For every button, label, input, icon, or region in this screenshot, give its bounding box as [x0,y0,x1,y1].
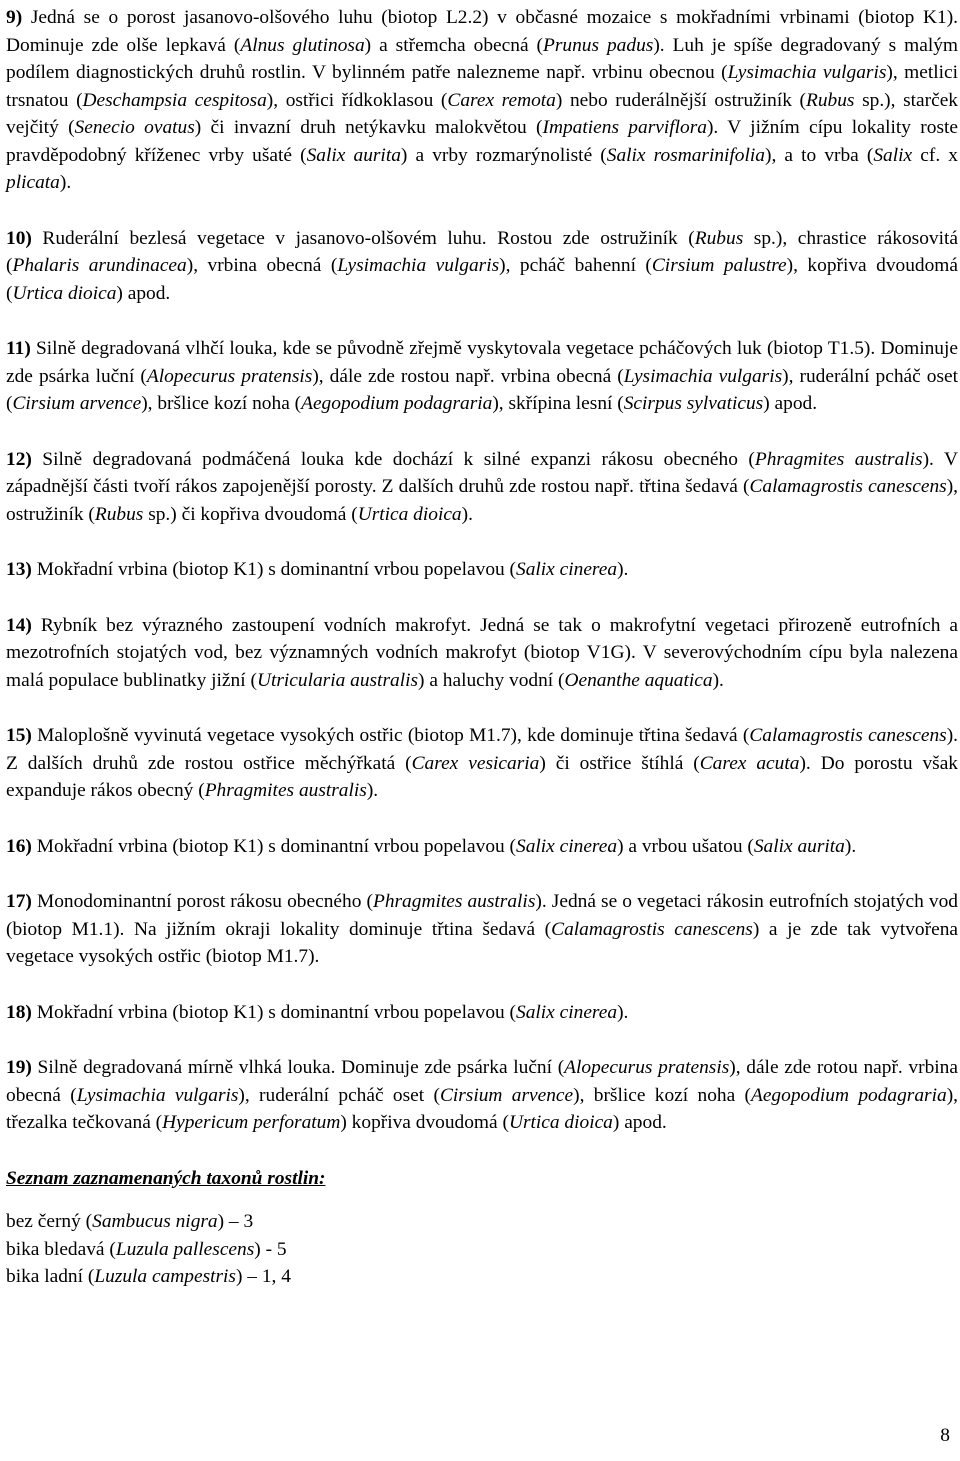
paragraph-text: Silně degradovaná mírně vlhká louka. Dominuje zde psárka luční ( [31,1057,565,1078]
paragraph-text: ). [617,559,629,580]
paragraph-text: ), skřípina lesní ( [492,393,624,414]
latin-name: Alopecurus pratensis [564,1057,730,1078]
latin-name: Utricularia australis [256,669,419,691]
habitat-paragraph [6,335,958,418]
paragraph-number: 9) [6,7,23,28]
paragraph-text: ), ruderální pcháč oset ( [238,1084,440,1106]
habitat-paragraph [6,556,958,584]
taxon-common-name: bika bledavá ( [6,1238,116,1260]
latin-name: Hypericum perforatum [162,1112,341,1133]
paragraph-text: ) a je zde tak vytvořena vegetace vysokých ostřic (biotop M1.7). [6,918,958,967]
latin-name: Salix [873,144,913,166]
habitat-paragraph [6,888,958,971]
latin-name: Aegopodium podagraria [750,1084,947,1106]
taxa-list-heading: Seznam zaznamenaných taxonů rostlin: [6,1167,326,1189]
paragraph-text: Jedná se o porost jasanovo-olšového luhu (biotop L2.2) v občasné mozaice s mokřadními vrbinami (biotop K1). Dominuje zde olše lepkavá ( [6,7,958,56]
paragraph-number: 16) [6,835,32,857]
latin-name: Phalaris arundinacea [12,255,187,276]
paragraph-text: ) nebo ruderálnější ostružiník ( [555,89,806,111]
page-number: 8 [940,1425,950,1446]
taxon-sites: ) – 1, 4 [235,1266,291,1287]
paragraph-text: ), ostružiník ( [6,476,958,525]
paragraph-text: ) či invazní druh netýkavku malokvětou ( [194,117,543,138]
latin-name: Phragmites australis [372,891,536,912]
habitat-paragraph [6,225,958,308]
latin-name: Lysimachia vulgaris [337,255,500,276]
taxon-latin-name: Luzula pallescens [115,1238,255,1260]
paragraph-gap [6,528,958,556]
latin-name: plicata [6,172,60,193]
paragraph-text: ) apod. [116,282,171,304]
paragraph-text: ). Luh je spíše degradovaný s malým podílem diagnostických druhů rostlin. V bylinném patře nalezneme např. vrbinu obecnou ( [6,34,959,83]
paragraph-text: ). [461,503,473,525]
paragraph-text: ) a střemcha obecná ( [364,34,543,56]
paragraph-text: Monodominantní porost rákosu obecného ( [31,891,373,912]
latin-name: Calamagrostis canescens [749,725,947,746]
taxon-entry [6,1263,958,1291]
habitat-paragraph [6,833,958,861]
paragraph-number: 13) [6,559,32,580]
paragraph-text: ), dále zde rostou např. vrbina obecná ( [312,365,624,387]
paragraph-text: ). V západnější části tvoří rákos zapojenější porosty. Z dalších druhů zde rostou např. třtina šedavá ( [6,448,958,497]
paragraph-text: ), metlici trsnatou ( [6,62,958,111]
latin-name: Rubus [94,503,144,525]
latin-name: Rubus [694,227,744,249]
latin-name: Carex remota [447,89,556,111]
taxa-list [6,1208,958,1291]
document-page [6,4,958,1291]
taxon-entry [6,1236,958,1264]
paragraph-text: Rybník bez výrazného zastoupení vodních makrofyt. Jedná se tak o makrofytní vegetaci přirozeně eutrofních a mezotrofních stojatých vod, bez významných vodních makrofyt (biotop V1G). V severovýchodním cípu byla nalezena malá populace bublinatky jižní ( [6,614,958,691]
paragraph-number: 18) [6,1001,32,1023]
paragraph-text: Silně degradovaná podmáčená louka kde dochází k silné expanzi rákosu obecného ( [31,448,755,470]
paragraph-gap [6,694,958,722]
paragraph-number: 19) [6,1057,32,1078]
habitat-paragraph [6,612,958,695]
paragraph-gap [6,1026,958,1054]
latin-name: Senecio ovatus [74,117,195,138]
latin-name: Salix aurita [753,835,845,857]
latin-name: Cirsium arvence [12,393,142,414]
latin-name: Lysimachia vulgaris [727,62,887,83]
paragraph-text: ). [366,780,379,801]
latin-name: Salix rosmarinifolia [606,144,765,166]
latin-name: Deschampsia cespitosa [82,89,267,111]
paragraph-text: ), dále zde rotou např. vrbina obecná ( [6,1057,958,1106]
paragraph-text: ). Z dalších druhů zde rostou ostřice měchýřkatá ( [6,725,958,774]
latin-name: Urtica dioica [508,1112,613,1133]
latin-name: Phragmites australis [754,448,923,470]
latin-name: Lysimachia vulgaris [623,365,783,387]
paragraph-text: ). [712,669,724,691]
paragraph-text: ) a haluchy vodní ( [418,669,565,691]
paragraph-text: ). [59,172,72,193]
paragraph-number: 15) [6,725,32,746]
paragraph-gap [6,971,958,999]
paragraph-gap [6,197,958,225]
paragraph-number: 10) [6,227,32,249]
habitat-descriptions [6,4,958,1165]
latin-name: Rubus [806,89,855,111]
paragraph-text: ). Do porostu však expanduje rákos obecný ( [6,752,959,801]
latin-name: Scirpus sylvaticus [623,393,764,414]
paragraph-text: ). [617,1001,629,1023]
latin-name: Oenanthe aquatica [564,669,713,691]
paragraph-text: cf. x [912,144,958,166]
latin-name: Salix aurita [306,144,401,166]
latin-name: Alnus glutinosa [240,34,365,56]
paragraph-text: ) apod. [612,1112,667,1133]
paragraph-text: Silně degradovaná vlhčí louka, kde se původně zřejmě vyskytovala vegetace pcháčových luk (biotop T1.5). Dominuje zde psárka luční ( [6,338,958,387]
paragraph-gap [6,418,958,446]
paragraph-number: 12) [6,448,32,470]
latin-name: Calamagrostis canescens [551,918,753,940]
latin-name: Alopecurus pratensis [146,365,313,387]
latin-name: Salix cinerea [516,835,618,857]
paragraph-gap [6,584,958,612]
paragraph-text: ). V jižním cípu lokality roste pravděpodobný kříženec vrby ušaté ( [6,117,958,166]
habitat-paragraph [6,1054,958,1137]
paragraph-text: ). Jedná se o vegetaci rákosin eutrofních stojatých vod (biotop M1.1). Na jižním okraji lokality dominuje třtina šedavá ( [6,891,958,940]
paragraph-text: ) či ostřice štíhlá ( [539,752,700,774]
habitat-paragraph [6,4,958,197]
latin-name: Urtica dioica [357,503,462,525]
taxon-entry [6,1208,958,1236]
paragraph-text: sp.), starček vejčitý ( [6,89,958,138]
habitat-paragraph [6,446,958,529]
paragraph-text: ), ostřici řídkoklasou ( [266,89,448,111]
paragraph-text: ), ruderální pcháč oset ( [6,365,958,414]
taxon-common-name: bez černý ( [6,1211,93,1232]
latin-name: Prunus padus [542,34,654,56]
paragraph-text: ), bršlice kozí noha ( [573,1084,751,1106]
paragraph-text: Mokřadní vrbina (biotop K1) s dominantní vrbou popelavou ( [31,1001,517,1023]
latin-name: Calamagrostis canescens [749,476,947,497]
latin-name: Salix cinerea [516,1001,618,1023]
habitat-paragraph [6,999,958,1027]
paragraph-gap [6,1137,958,1165]
latin-name: Cirsium palustre [651,255,787,276]
latin-name: Impatiens parviflora [542,117,707,138]
paragraph-text: ). [844,835,857,857]
habitat-paragraph [6,722,958,805]
paragraph-text: ) a vrby rozmarýnolisté ( [400,144,607,166]
paragraph-text: Ruderální bezlesá vegetace v jasanovo-olšovém luhu. Rostou zde ostružiník ( [31,227,695,249]
paragraph-number: 17) [6,891,32,912]
taxon-latin-name: Luzula campestris [94,1266,236,1287]
latin-name: Carex vesicaria [411,752,540,774]
latin-name: Phragmites australis [204,780,367,801]
paragraph-text: ) kopřiva dvoudomá ( [340,1112,509,1133]
paragraph-text: ) a vrbou ušatou ( [617,835,754,857]
latin-name: Aegopodium podagraria [301,393,493,414]
paragraph-text: ) apod. [763,393,818,414]
paragraph-text: Mokřadní vrbina (biotop K1) s dominantní vrbou popelavou ( [31,835,517,857]
latin-name: Cirsium arvence [439,1084,574,1106]
paragraph-text: ), třezalka tečkovaná ( [6,1084,958,1133]
paragraph-number: 14) [6,614,32,636]
taxon-latin-name: Sambucus nigra [92,1211,218,1232]
paragraph-text: ), bršlice kozí noha ( [141,393,302,414]
paragraph-text: Mokřadní vrbina (biotop K1) s dominantní vrbou popelavou ( [31,559,517,580]
latin-name: Lysimachia vulgaris [76,1084,239,1106]
latin-name: Carex acuta [699,752,800,774]
paragraph-text: sp.), chrastice rákosovitá ( [6,227,958,276]
paragraph-text: ), a to vrba ( [764,144,874,166]
paragraph-text: ), vrbina obecná ( [186,255,338,276]
taxon-common-name: bika ladní ( [6,1266,95,1287]
paragraph-text: sp.) či kopřiva dvoudomá ( [143,503,358,525]
latin-name: Urtica dioica [12,282,117,304]
taxon-sites: ) – 3 [217,1211,254,1232]
paragraph-gap [6,860,958,888]
paragraph-number: 11) [6,338,31,359]
latin-name: Salix cinerea [516,559,618,580]
paragraph-text: ), pcháč bahenní ( [499,255,652,276]
paragraph-text: Maloplošně vyvinutá vegetace vysokých ostřic (biotop M1.7), kde dominuje třtina šedavá ( [31,725,750,746]
paragraph-gap [6,307,958,335]
paragraph-text: ), kopřiva dvoudomá ( [6,255,958,304]
taxon-sites: ) - 5 [254,1238,287,1260]
paragraph-gap [6,805,958,833]
